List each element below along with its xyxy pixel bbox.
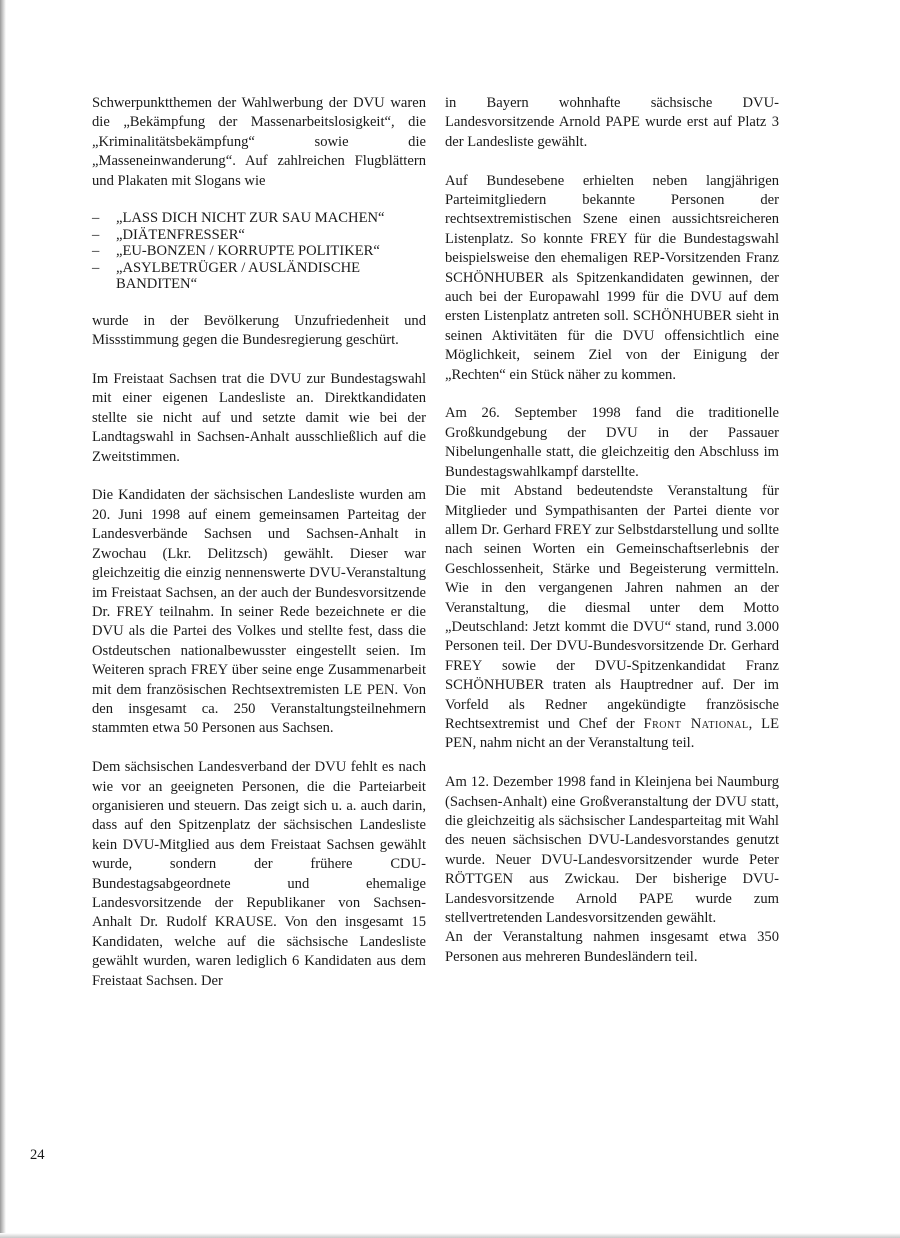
slogan-item: – „LASS DICH NICHT ZUR SAU MACHEN“	[92, 210, 385, 227]
organization-name: Front National	[643, 715, 749, 732]
right-column	[445, 94, 779, 987]
paragraph-state-association: Dem sächsischen Landesverband der DVU fehlt es nach wie vor an geeigneten Personen, die die Parteiarbeit organisieren und steuern. Das zeigt sich u. a. auch darin, dass auf den Spitzenplatz der sächsischen Landesliste kein DVU-Mitglied aus dem Freistaat Sachsen gewählt wurde, sondern der frühere CDU-Bundestagsabgeordnete und ehemalige Landesvorsitzende der Republikaner von Sachsen-Anhalt Dr. Rudolf KRAUSE. Von den insgesamt 15 Kandidaten, welche auf die sächsische Landesliste gewählt wurden, waren lediglich 6 Kandidaten aus dem Freistaat Sachsen. Der	[92, 759, 426, 989]
slogan-item: – „DIÄTENFRESSER“	[92, 226, 245, 243]
paragraph-attendance: An der Veranstaltung nahmen insgesamt etwa 350 Personen aus mehreren Bundesländern teil.	[445, 929, 779, 965]
scan-shadow-bottom	[0, 1233, 900, 1238]
paragraph-kleinjena: Am 12. Dezember 1998 fand in Kleinjena bei Naumburg (Sachsen-Anhalt) eine Großveranstaltung der DVU statt, die gleichzeitig als sächsischer Landesparteitag mit Wahl des neuen sächsischen DVU-Landesvorstandes genutzt wurde. Neuer DVU-Landesvorsitzender wurde Peter RÖTTGEN aus Zwickau. Der bisherige DVU-Landesvorsitzende Arnold PAPE wurde zum stellvertretenden Landesvorsitzenden gewählt.	[445, 774, 779, 927]
slogan-item: – „ASYLBETRÜGER / AUSLÄNDISCHE BANDITEN“	[92, 259, 361, 293]
paragraph-dissatisfaction: wurde in der Bevölkerung Unzufriedenheit und Missstimmung gegen die Bundesregierung geschürt.	[92, 312, 426, 349]
slogan-item: – „EU-BONZEN / KORRUPTE POLITIKER“	[92, 243, 380, 260]
paragraph-passau-rally: Am 26. September 1998 fand die traditionelle Großkundgebung der DVU in der Passauer Nibelungenhalle statt, die gleichzeitig den Abschluss im Bundestagswahlkampf darstellte.	[445, 405, 779, 480]
paragraph-main-event: Die mit Abstand bedeutendste Veranstaltung für Mitglieder und Sympathisanten der Partei diente vor allem Dr. Gerhard FREY zur Selbstdarstellung und sollte nach seinen Worten ein Gemeinschaftserlebnis der Geschlossenheit, Stärke und Begeisterung vermitteln. Wie in den vergangenen Jahren nahmen an der Veranstaltung, die diesmal unter dem Motto „Deutschland: Jetzt kommt die DVU“ stand, rund 3.000 Personen teil. Der DVU-Bundesvorsitzende Dr. Gerhard FREY sowie der DVU-Spitzenkandidat Franz SCHÖNHUBER traten als Hauptredner auf. Der im Vorfeld als Redner angekündigte französische Rechtsextremist und Chef der Front National, LE PEN, nahm nicht an der Veranstaltung teil.	[445, 483, 779, 752]
paragraph-federal-level: Auf Bundesebene erhielten neben langjährigen Parteimitgliedern bekannte Personen der rechtsextremistischen Szene einen aussichtsreicheren Listenplatz. So konnte FREY für die Bundestagswahl beispielsweise den ehemaligen REP-Vorsitzenden Franz SCHÖNHUBER als Spitzenkandidaten gewinnen, der auch bei der Europawahl 1999 für die DVU auf dem ersten Listenplatz antreten soll. SCHÖNHUBER sieht in seinen Aktivitäten für die DVU offensichtlich eine Möglichkeit, seinem Ziel von der Einigung der „Rechten“ ein Stück näher zu kommen.	[445, 172, 779, 383]
paragraph-campaign-themes: Schwerpunktthemen der Wahlwerbung der DVU waren die „Bekämpfung der Massenarbeitslosigkeit“, die „Kriminalitätsbekämpfung“ sowie die „Masseneinwanderung“. Auf zahlreichen Flugblättern und Plakaten mit Slogans wie	[92, 95, 426, 189]
paragraph-pape: in Bayern wohnhafte sächsische DVU-Landesvorsitzende Arnold PAPE wurde erst auf Platz 3 der Landesliste gewählt.	[445, 95, 779, 150]
slogan-list	[92, 210, 426, 292]
page-number: 24	[30, 1147, 45, 1163]
scan-shadow-left	[0, 0, 6, 1238]
left-column	[92, 94, 426, 1010]
paragraph-saxony-list: Im Freistaat Sachsen trat die DVU zur Bundestagswahl mit einer eigenen Landesliste an. Direktkandidaten stellte sie nicht auf und setzte damit wie bei der Landtagswahl in Sachsen-Anhalt ausschließlich auf die Zweitstimmen.	[92, 371, 426, 465]
paragraph-candidates: Die Kandidaten der sächsischen Landesliste wurden am 20. Juni 1998 auf einem gemeinsamen Parteitag der Landesverbände Sachsen und Sachsen-Anhalt in Zwochau (Lkr. Delitzsch) gewählt. Dieser war gleichzeitig die einzig nennenswerte DVU-Veranstaltung im Freistaat Sachsen, an der auch der Bundesvorsitzende Dr. FREY teilnahm. In seiner Rede bezeichnete er die DVU als die Partei des Volkes und stellte fest, dass die Ostdeutschen nationalbewusster eingestellt seien. Im Weiteren sprach FREY über seine enge Zusammenarbeit mit dem französischen Rechtsextremisten LE PEN. Von den insgesamt ca. 250 Veranstaltungsteilnehmern stammten etwa 50 Personen aus Sachsen.	[92, 487, 426, 737]
